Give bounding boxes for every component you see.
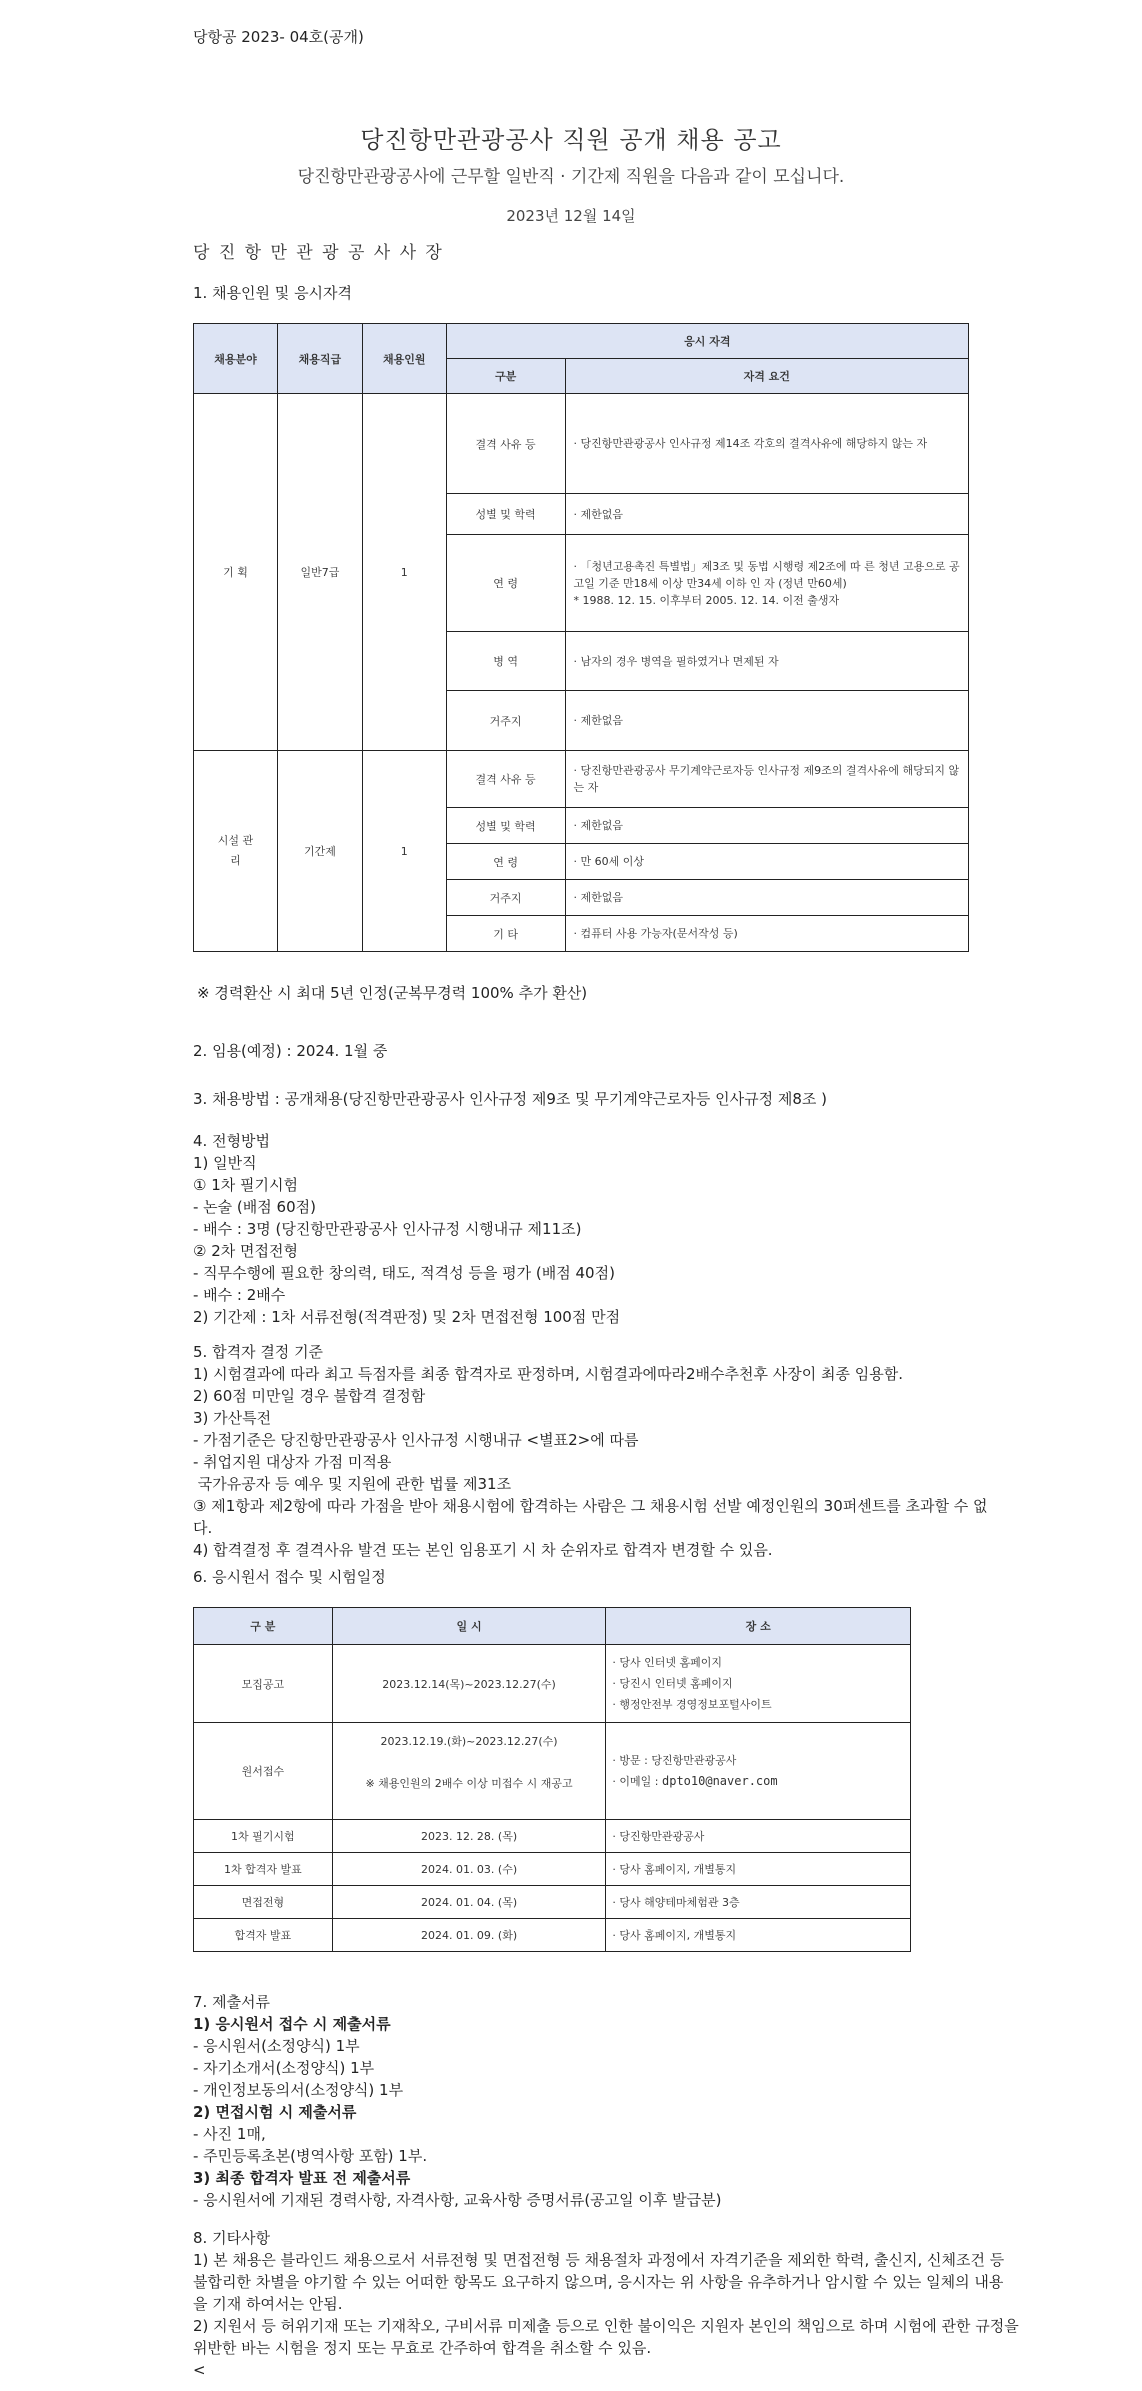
place-line: · 행정안전부 경영정보포털사이트 bbox=[612, 1698, 772, 1711]
section-8 bbox=[193, 2227, 1019, 2381]
division-cell: 연 령 bbox=[446, 844, 565, 880]
text-line: 1) 일반직 bbox=[193, 1154, 257, 1172]
text-line: - 개인정보동의서(소정양식) 1부 bbox=[193, 2081, 404, 2099]
schedule-division: 합격자 발표 bbox=[194, 1919, 333, 1952]
place-line bbox=[612, 1771, 904, 1792]
requirement-text: · 「청년고용촉진 특별법」제3조 및 동법 시행령 제2조에 따 른 청년 고용으로 공고일 기준 만18세 이상 만34세 이하 인 자 (정년 만60세) bbox=[573, 559, 960, 590]
text-line: - 직무수행에 필요한 창의력, 태도, 적격성 등을 평가 (배점 40점) bbox=[193, 1264, 615, 1282]
schedule-division: 1차 필기시험 bbox=[194, 1820, 333, 1853]
text-line: 위반한 바는 시험을 정지 또는 무효로 간주하여 합격을 취소할 수 있음. bbox=[193, 2339, 652, 2357]
text-line: 국가유공자 등 예우 및 지원에 관한 법률 제31조 bbox=[193, 1475, 512, 1493]
text-line: ③ 제1항과 제2항에 따라 가점을 받아 채용시험에 합격하는 사람은 그 채용시험 선발 예정인원의 30퍼센트를 초과할 수 없 bbox=[193, 1497, 988, 1515]
text-line: 4) 합격결정 후 결격사유 발견 또는 본인 임용포기 시 차 순위자로 합격자 변경할 수 있음. bbox=[193, 1541, 773, 1559]
section-7 bbox=[193, 1991, 721, 2211]
schedule-place: · 당사 해양테마체험관 3층 bbox=[606, 1886, 911, 1919]
requirement-cell: · 당진항만관광공사 무기계약근로자등 인사규정 제9조의 결격사유에 해당되지 않는 자 bbox=[565, 751, 968, 808]
section-3: 3. 채용방법 : 공개채용(당진항만관광공사 인사규정 제9조 및 무기계약근로자등 인사규정 제8조 ) bbox=[193, 1090, 827, 1108]
text-line: 2) 기간제 : 1차 서류전형(적격판정) 및 2차 면접전형 100점 만점 bbox=[193, 1308, 621, 1326]
date-note: ※ 채용인원의 2배수 이상 미접수 시 재공고 bbox=[365, 1777, 573, 1790]
email-label: · 이메일 : bbox=[612, 1775, 662, 1788]
text-line: 2) 지원서 등 허위기재 또는 기재착오, 구비서류 미제출 등으로 인한 불이익은 지원자 본인의 책임으로 하며 시험에 관한 규정을 bbox=[193, 2317, 1019, 2335]
text-line: - 응시원서(소정양식) 1부 bbox=[193, 2037, 360, 2055]
subheading: 1) 응시원서 접수 시 제출서류 bbox=[193, 2015, 391, 2033]
requirement-cell: · 당진항만관광공사 인사규정 제14조 각호의 결격사유에 해당하지 않는 자 bbox=[565, 394, 968, 494]
email-address[interactable]: dpto10@naver.com bbox=[662, 1774, 778, 1788]
text-line: ① 1차 필기시험 bbox=[193, 1176, 298, 1194]
schedule-date: 2024. 01. 04. (목) bbox=[332, 1886, 606, 1919]
document-number: 당항공 2023- 04호(공개) bbox=[193, 28, 364, 46]
subtitle: 당진항만관광공사에 근무할 일반직 · 기간제 직원을 다음과 같이 모십니다. bbox=[297, 167, 845, 187]
section-4-title: 4. 전형방법 bbox=[193, 1132, 271, 1150]
issuer: 당 진 항 만 관 광 공 사 사 장 bbox=[193, 243, 444, 263]
text-line: - 배수 : 3명 (당진항만관광공사 인사규정 시행내규 제11조) bbox=[193, 1220, 582, 1238]
division-cell: 거주지 bbox=[446, 691, 565, 751]
section-8-title: 8. 기타사항 bbox=[193, 2229, 271, 2247]
schedule-date bbox=[332, 1723, 606, 1820]
text-line: - 주민등록초본(병역사항 포함) 1부. bbox=[193, 2147, 428, 2165]
text-line: - 응시원서에 기재된 경력사항, 자격사항, 교육사항 증명서류(공고일 이후 발급분) bbox=[193, 2191, 722, 2209]
schedule-division: 모집공고 bbox=[194, 1645, 333, 1723]
text-line: - 논술 (배점 60점) bbox=[193, 1198, 316, 1216]
text-line: - 사진 1매, bbox=[193, 2125, 266, 2143]
page-title: 당진항만관광공사 직원 공개 채용 공고 bbox=[360, 126, 782, 154]
schedule-date: 2024. 01. 03. (수) bbox=[332, 1853, 606, 1886]
schedule-division: 1차 합격자 발표 bbox=[194, 1853, 333, 1886]
requirement-cell: · 제한없음 bbox=[565, 494, 968, 535]
section-7-title: 7. 제출서류 bbox=[193, 1993, 271, 2011]
section-5-title: 5. 합격자 결정 기준 bbox=[193, 1343, 324, 1361]
text-line: < bbox=[193, 2361, 206, 2379]
grade-cell: 기간제 bbox=[277, 751, 362, 952]
header-division: 구 분 bbox=[194, 1608, 333, 1645]
requirement-cell bbox=[565, 535, 968, 632]
text-line: ② 2차 면접전형 bbox=[193, 1242, 298, 1260]
place-line: · 당사 인터넷 홈페이지 bbox=[612, 1656, 723, 1669]
requirement-cell: · 컴퓨터 사용 가능자(문서작성 등) bbox=[565, 916, 968, 952]
career-note: ※ 경력환산 시 최대 5년 인정(군복무경력 100% 추가 환산) bbox=[197, 984, 588, 1002]
qualification-table bbox=[193, 323, 969, 952]
division-cell: 성별 및 학력 bbox=[446, 494, 565, 535]
division-cell: 연 령 bbox=[446, 535, 565, 632]
division-cell: 기 타 bbox=[446, 916, 565, 952]
schedule-table bbox=[193, 1607, 911, 1952]
header-datetime: 일 시 bbox=[332, 1608, 606, 1645]
header-place: 장 소 bbox=[606, 1608, 911, 1645]
schedule-place: · 당사 홈페이지, 개별통지 bbox=[606, 1919, 911, 1952]
text-line: 1) 본 채용은 블라인드 채용으로서 서류전형 및 면접전형 등 채용절차 과정에서 자격기준을 제외한 학력, 출신지, 신체조건 등 bbox=[193, 2251, 1005, 2269]
division-cell: 거주지 bbox=[446, 880, 565, 916]
schedule-place: · 당진항만관광공사 bbox=[606, 1820, 911, 1853]
text-line: 다. bbox=[193, 1519, 213, 1537]
schedule-division: 면접전형 bbox=[194, 1886, 333, 1919]
section-6-title: 6. 응시원서 접수 및 시험일정 bbox=[193, 1568, 386, 1586]
header-requirement: 자격 요건 bbox=[565, 359, 968, 394]
text-line: 불합리한 차별을 야기할 수 있는 어떠한 항목도 요구하지 않으며, 응시자는 위 사항을 유추하거나 암시할 수 있는 일체의 내용 bbox=[193, 2273, 1004, 2291]
subheading: 3) 최종 합격자 발표 전 제출서류 bbox=[193, 2169, 411, 2187]
header-grade: 채용직급 bbox=[277, 324, 362, 394]
division-cell: 결격 사유 등 bbox=[446, 394, 565, 494]
count-cell: 1 bbox=[362, 394, 446, 751]
text-line: 1) 시험결과에 따라 최고 득점자를 최종 합격자로 판정하며, 시험결과에따라2배수추천후 사장이 최종 임용함. bbox=[193, 1365, 903, 1383]
schedule-place: · 당사 홈페이지, 개별통지 bbox=[606, 1853, 911, 1886]
text-line: - 자기소개서(소정양식) 1부 bbox=[193, 2059, 375, 2077]
schedule-place bbox=[606, 1645, 911, 1723]
text-line: 2) 60점 미만일 경우 불합격 결정함 bbox=[193, 1387, 426, 1405]
schedule-division: 원서접수 bbox=[194, 1723, 333, 1820]
division-cell: 결격 사유 등 bbox=[446, 751, 565, 808]
section-4 bbox=[193, 1130, 620, 1328]
header-division: 구분 bbox=[446, 359, 565, 394]
text-line: 을 기재 하여서는 안됨. bbox=[193, 2295, 343, 2313]
header-count: 채용인원 bbox=[362, 324, 446, 394]
requirement-cell: · 남자의 경우 병역을 필하였거나 면제된 자 bbox=[565, 632, 968, 691]
section-2: 2. 임용(예정) : 2024. 1월 중 bbox=[193, 1042, 388, 1060]
header-field: 채용분야 bbox=[194, 324, 278, 394]
date-range: 2023.12.19.(화)~2023.12.27(수) bbox=[380, 1735, 558, 1748]
requirement-note: * 1988. 12. 15. 이후부터 2005. 12. 14. 이전 출생자 bbox=[573, 593, 840, 607]
section-5 bbox=[193, 1341, 1013, 1561]
text-line: 3) 가산특전 bbox=[193, 1409, 272, 1427]
subheading: 2) 면접시험 시 제출서류 bbox=[193, 2103, 357, 2121]
requirement-cell: · 제한없음 bbox=[565, 808, 968, 844]
field-cell: 기 획 bbox=[194, 394, 278, 751]
section-1-title: 1. 채용인원 및 응시자격 bbox=[193, 284, 353, 302]
requirement-cell: · 제한없음 bbox=[565, 691, 968, 751]
division-cell: 성별 및 학력 bbox=[446, 808, 565, 844]
text-line: - 취업지원 대상자 가점 미적용 bbox=[193, 1453, 392, 1471]
header-qualification: 응시 자격 bbox=[446, 324, 968, 359]
requirement-cell: · 만 60세 이상 bbox=[565, 844, 968, 880]
place-line: · 방문 : 당진항만관광공사 bbox=[612, 1754, 737, 1767]
count-cell: 1 bbox=[362, 751, 446, 952]
requirement-cell: · 제한없음 bbox=[565, 880, 968, 916]
text-line: - 배수 : 2배수 bbox=[193, 1286, 286, 1304]
grade-cell: 일반7급 bbox=[277, 394, 362, 751]
schedule-date: 2024. 01. 09. (화) bbox=[332, 1919, 606, 1952]
text-line: - 가점기준은 당진항만관광공사 인사규정 시행내규 <별표2>에 따름 bbox=[193, 1431, 639, 1449]
division-cell: 병 역 bbox=[446, 632, 565, 691]
schedule-date: 2023. 12. 28. (목) bbox=[332, 1820, 606, 1853]
schedule-date: 2023.12.14(목)~2023.12.27(수) bbox=[332, 1645, 606, 1723]
place-line: · 당진시 인터넷 홈페이지 bbox=[612, 1677, 733, 1690]
announcement-date: 2023년 12월 14일 bbox=[506, 207, 636, 225]
field-cell: 시설 관리 bbox=[194, 751, 278, 952]
schedule-place bbox=[606, 1723, 911, 1820]
